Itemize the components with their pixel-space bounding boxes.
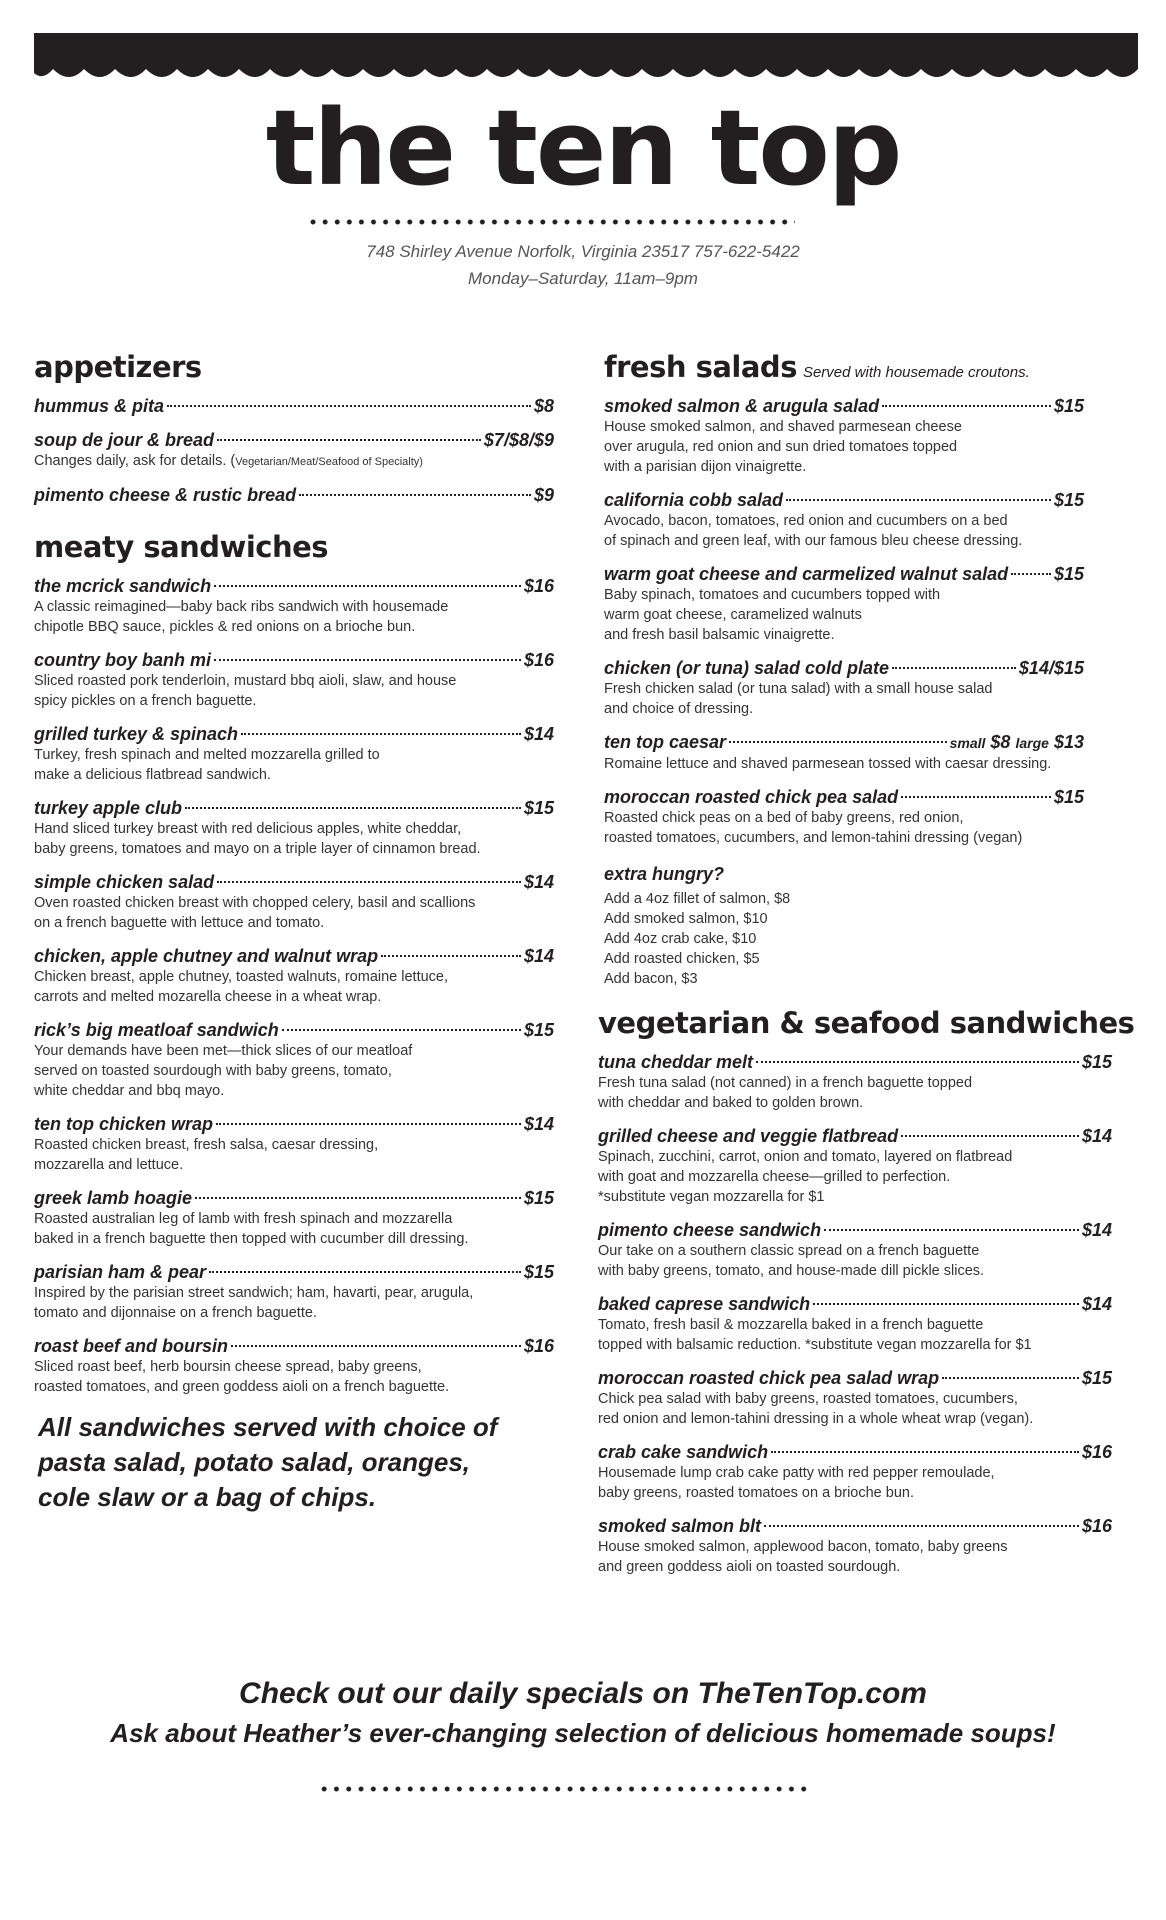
item-description: House smoked salmon, and shaved parmesean cheese over arugula, red onion and sun dried tomatoes topped with a parisian dijon vinaigrette.	[604, 418, 962, 475]
extra-item: Add smoked salmon, $10	[604, 910, 768, 927]
item-price: $15	[1053, 489, 1084, 510]
menu-item	[34, 1019, 554, 1101]
dot-leader	[214, 659, 521, 661]
footer-dotted-rule	[318, 1785, 810, 1793]
item-name: moroccan roasted chick pea salad	[604, 786, 899, 807]
menu-item	[34, 945, 554, 1007]
menu-item	[604, 489, 1084, 551]
item-price: $14	[523, 945, 554, 966]
dot-leader	[209, 1271, 521, 1273]
menu-item	[604, 731, 1084, 774]
item-name: baked caprese sandwich	[598, 1293, 811, 1314]
item-price	[950, 731, 1084, 754]
menu-item	[34, 649, 554, 711]
item-name: the mcrick sandwich	[34, 575, 212, 596]
dot-leader	[217, 439, 481, 441]
item-price: $16	[523, 649, 554, 670]
item-name: parisian ham & pear	[34, 1261, 207, 1282]
item-description: Inspired by the parisian street sandwich; ham, havarti, pear, arugula, tomato and dijonnaise on a french baguette.	[34, 1284, 474, 1321]
item-name: pimento cheese & rustic bread	[34, 484, 297, 505]
menu-item	[34, 871, 554, 933]
menu-item	[34, 1335, 554, 1397]
dot-leader	[892, 667, 1016, 669]
fresh-salads-heading	[604, 350, 1084, 385]
item-description: Housemade lump crab cake patty with red pepper remoulade, baby greens, roasted tomatoes on a brioche bun.	[598, 1464, 995, 1501]
menu-item	[34, 575, 554, 637]
item-name: roast beef and boursin	[34, 1335, 229, 1356]
dot-leader	[1011, 573, 1051, 575]
menu-item	[34, 797, 554, 859]
menu-item	[598, 1515, 1112, 1577]
menu-item	[598, 1125, 1112, 1207]
left-column	[34, 350, 554, 1397]
menu-item	[604, 786, 1084, 848]
dot-leader	[882, 405, 1051, 407]
menu-item	[34, 395, 554, 417]
salads-list	[604, 395, 1084, 848]
item-description: Our take on a southern classic spread on a french baguette with baby greens, tomato, and house-made dill pickle slices.	[598, 1242, 985, 1279]
item-price: $8	[533, 395, 554, 416]
menu-item	[604, 395, 1084, 477]
item-price: $14	[1081, 1125, 1112, 1146]
extra-hungry-heading: extra hungry?	[604, 863, 725, 884]
extra-item: Add a 4oz fillet of salmon, $8	[604, 890, 791, 907]
item-price: $14	[1081, 1219, 1112, 1240]
menu-item	[34, 723, 554, 785]
item-description	[34, 451, 554, 472]
dot-leader	[901, 796, 1051, 798]
menu-item	[598, 1051, 1112, 1113]
item-description: Roasted chicken breast, fresh salsa, caesar dressing, mozzarella and lettuce.	[34, 1136, 379, 1173]
item-name: chicken (or tuna) salad cold plate	[604, 657, 890, 678]
item-name: greek lamb hoagie	[34, 1187, 193, 1208]
item-description: Tomato, fresh basil & mozzarella baked in a french baguette topped with balsamic reduction. *substitute vegan mozzarella for $1	[598, 1316, 1032, 1353]
item-price: $14/$15	[1018, 657, 1084, 678]
dot-leader	[942, 1377, 1079, 1379]
fresh-salads-title: fresh salads	[604, 350, 797, 384]
item-price: $15	[523, 1261, 554, 1282]
item-price: $9	[533, 484, 554, 505]
dot-leader	[901, 1135, 1079, 1137]
item-name: chicken, apple chutney and walnut wrap	[34, 945, 379, 966]
menu-item	[598, 1367, 1112, 1429]
extra-item: Add roasted chicken, $5	[604, 950, 760, 967]
item-price: $7/$8/$9	[483, 429, 554, 450]
item-price: $16	[1081, 1441, 1112, 1462]
item-price: $16	[523, 575, 554, 596]
item-name: california cobb salad	[604, 489, 784, 510]
item-description: Sliced roast beef, herb boursin cheese spread, baby greens, roasted tomatoes, and green goddess aioli on a french baguette.	[34, 1358, 450, 1395]
appetizers-heading: appetizers	[34, 350, 202, 384]
item-price: $16	[523, 1335, 554, 1356]
item-price: $15	[1053, 395, 1084, 416]
dot-leader	[786, 499, 1051, 501]
salads-note: Served with housemade croutons.	[802, 364, 1030, 381]
item-price: $14	[523, 723, 554, 744]
item-name: ten top caesar	[604, 731, 727, 752]
dot-leader	[756, 1061, 1079, 1063]
item-description: Baby spinach, tomatoes and cucumbers topped with warm goat cheese, caramelized walnuts and fresh basil balsamic vinaigrette.	[604, 586, 941, 643]
banner-shape	[34, 33, 1138, 77]
item-price: $14	[1081, 1293, 1112, 1314]
extra-item: Add 4oz crab cake, $10	[604, 930, 757, 947]
item-description-text: Changes daily, ask for details. (	[34, 452, 236, 469]
size-label: small	[949, 734, 986, 751]
item-name: smoked salmon & arugula salad	[604, 395, 880, 416]
item-price: $16	[1081, 1515, 1112, 1536]
dot-leader	[231, 1345, 521, 1347]
item-price: $15	[1081, 1367, 1112, 1388]
item-name: rick’s big meatloaf sandwich	[34, 1019, 279, 1040]
dot-leader	[217, 881, 521, 883]
item-name: pimento cheese sandwich	[598, 1219, 822, 1240]
item-name: smoked salmon blt	[598, 1515, 762, 1536]
address: 748 Shirley Avenue Norfolk, Virginia 23517 757-622-5422	[366, 242, 800, 261]
item-name: soup de jour & bread	[34, 429, 215, 450]
menu-item	[598, 1293, 1112, 1355]
menu-item	[34, 1261, 554, 1323]
item-description: Oven roasted chicken breast with chopped celery, basil and scallions on a french baguette with lettuce and tomato.	[34, 894, 476, 931]
item-name: turkey apple club	[34, 797, 183, 818]
daily-specials-line: Check out our daily specials on TheTenTop.com	[239, 1677, 927, 1710]
right-column-top	[604, 350, 1084, 989]
title-dotted-rule	[307, 218, 795, 226]
menu-item	[598, 1441, 1112, 1503]
item-description: House smoked salmon, applewood bacon, tomato, baby greens and green goddess aioli on toasted sourdough.	[598, 1538, 1008, 1575]
item-description: Hand sliced turkey breast with red delicious apples, white cheddar, baby greens, tomatoes and mayo on a triple layer of cinnamon bread.	[34, 820, 481, 857]
item-description: Roasted australian leg of lamb with fresh spinach and mozzarella baked in a french baguette then topped with cucumber dill dressing.	[34, 1210, 469, 1247]
menu-item	[34, 429, 554, 472]
dot-leader	[167, 405, 531, 407]
dot-leader	[381, 955, 521, 957]
dot-leader	[282, 1029, 521, 1031]
sandwich-sides-note: All sandwiches served with choice of pasta salad, potato salad, oranges, cole slaw or a bag of chips.	[38, 1412, 498, 1512]
dot-leader	[813, 1303, 1079, 1305]
hours: Monday–Saturday, 11am–9pm	[468, 269, 698, 288]
item-description: Spinach, zucchini, carrot, onion and tomato, layered on flatbread with goat and mozzarella cheese—grilled to perfection. *substitute vegan mozzarella for $1	[598, 1148, 1013, 1205]
item-name: warm goat cheese and carmelized walnut salad	[604, 563, 1009, 584]
veg-seafood-heading: vegetarian & seafood sandwiches	[598, 1006, 1135, 1040]
item-description: Fresh chicken salad (or tuna salad) with a small house salad and choice of dressing.	[604, 680, 993, 717]
extra-hungry-list	[604, 889, 1084, 989]
restaurant-name: the ten top	[265, 87, 901, 209]
item-description: Turkey, fresh spinach and melted mozzarella grilled to make a delicious flatbread sandwich.	[34, 746, 380, 783]
extra-item: Add bacon, $3	[604, 970, 698, 987]
item-description: Chick pea salad with baby greens, roasted tomatoes, cucumbers, red onion and lemon-tahini dressing in a whole wheat wrap (vegan).	[598, 1390, 1034, 1427]
dot-leader	[729, 741, 947, 743]
item-description: Romaine lettuce and shaved parmesean tossed with caesar dressing.	[604, 755, 1052, 772]
item-name: simple chicken salad	[34, 871, 215, 892]
item-description: Roasted chick peas on a bed of baby greens, red onion, roasted tomatoes, cucumbers, and lemon-tahini dressing (vegan)	[604, 809, 1023, 846]
veg-seafood-list	[598, 1051, 1112, 1577]
item-name: ten top chicken wrap	[34, 1113, 214, 1134]
soups-line: Ask about Heather’s ever-changing selection of delicious homemade soups!	[110, 1718, 1056, 1748]
dot-leader	[216, 1123, 521, 1125]
item-description: Your demands have been met—thick slices of our meatloaf served on toasted sourdough with baby greens, tomato, white cheddar and bbq mayo.	[34, 1042, 413, 1099]
dot-leader	[771, 1451, 1079, 1453]
item-name: grilled cheese and veggie flatbread	[598, 1125, 899, 1146]
item-price: $15	[523, 797, 554, 818]
menu-item	[598, 1219, 1112, 1281]
item-description: Chicken breast, apple chutney, toasted walnuts, romaine lettuce, carrots and melted mozarella cheese in a wheat wrap.	[34, 968, 449, 1005]
dot-leader	[185, 807, 521, 809]
dot-leader	[241, 733, 521, 735]
item-name: grilled turkey & spinach	[34, 723, 239, 744]
dot-leader	[214, 585, 521, 587]
menu-item	[34, 1187, 554, 1249]
price-value: $8	[990, 731, 1011, 752]
size-label: large	[1015, 734, 1049, 751]
menu-item	[604, 563, 1084, 645]
price-value: $13	[1053, 731, 1084, 752]
item-price: $15	[1053, 786, 1084, 807]
item-description: Avocado, bacon, tomatoes, red onion and cucumbers on a bed of spinach and green leaf, with our famous bleu cheese dressing.	[604, 512, 1023, 549]
item-price: $14	[523, 1113, 554, 1134]
right-column-bottom	[598, 1006, 1135, 1577]
item-name: crab cake sandwich	[598, 1441, 769, 1462]
item-price: $14	[523, 871, 554, 892]
item-price: $15	[523, 1187, 554, 1208]
item-description: A classic reimagined—baby back ribs sandwich with housemade chipotle BBQ sauce, pickles & red onions on a brioche bun.	[34, 598, 449, 635]
item-description: Fresh tuna salad (not canned) in a french baguette topped with cheddar and baked to golden brown.	[598, 1074, 973, 1111]
menu-item	[34, 484, 554, 506]
item-name: country boy banh mi	[34, 649, 212, 670]
meaty-sandwiches-heading: meaty sandwiches	[34, 529, 329, 564]
dot-leader	[824, 1229, 1079, 1231]
menu-item	[604, 657, 1084, 719]
scalloped-banner	[34, 33, 1138, 85]
meaty-sandwiches-list	[34, 575, 554, 1397]
item-description: Sliced roasted pork tenderloin, mustard bbq aioli, slaw, and house spicy pickles on a french baguette.	[34, 672, 457, 709]
item-description-note: Vegetarian/Meat/Seafood of Specialty)	[235, 455, 423, 468]
dot-leader	[764, 1525, 1079, 1527]
item-name: hummus & pita	[34, 395, 165, 416]
item-name: moroccan roasted chick pea salad wrap	[598, 1367, 940, 1388]
menu-item	[34, 1113, 554, 1175]
item-price: $15	[523, 1019, 554, 1040]
dot-leader	[195, 1197, 521, 1199]
dot-leader	[299, 494, 531, 496]
item-name: tuna cheddar melt	[598, 1051, 754, 1072]
item-price: $15	[1053, 563, 1084, 584]
item-price: $15	[1081, 1051, 1112, 1072]
